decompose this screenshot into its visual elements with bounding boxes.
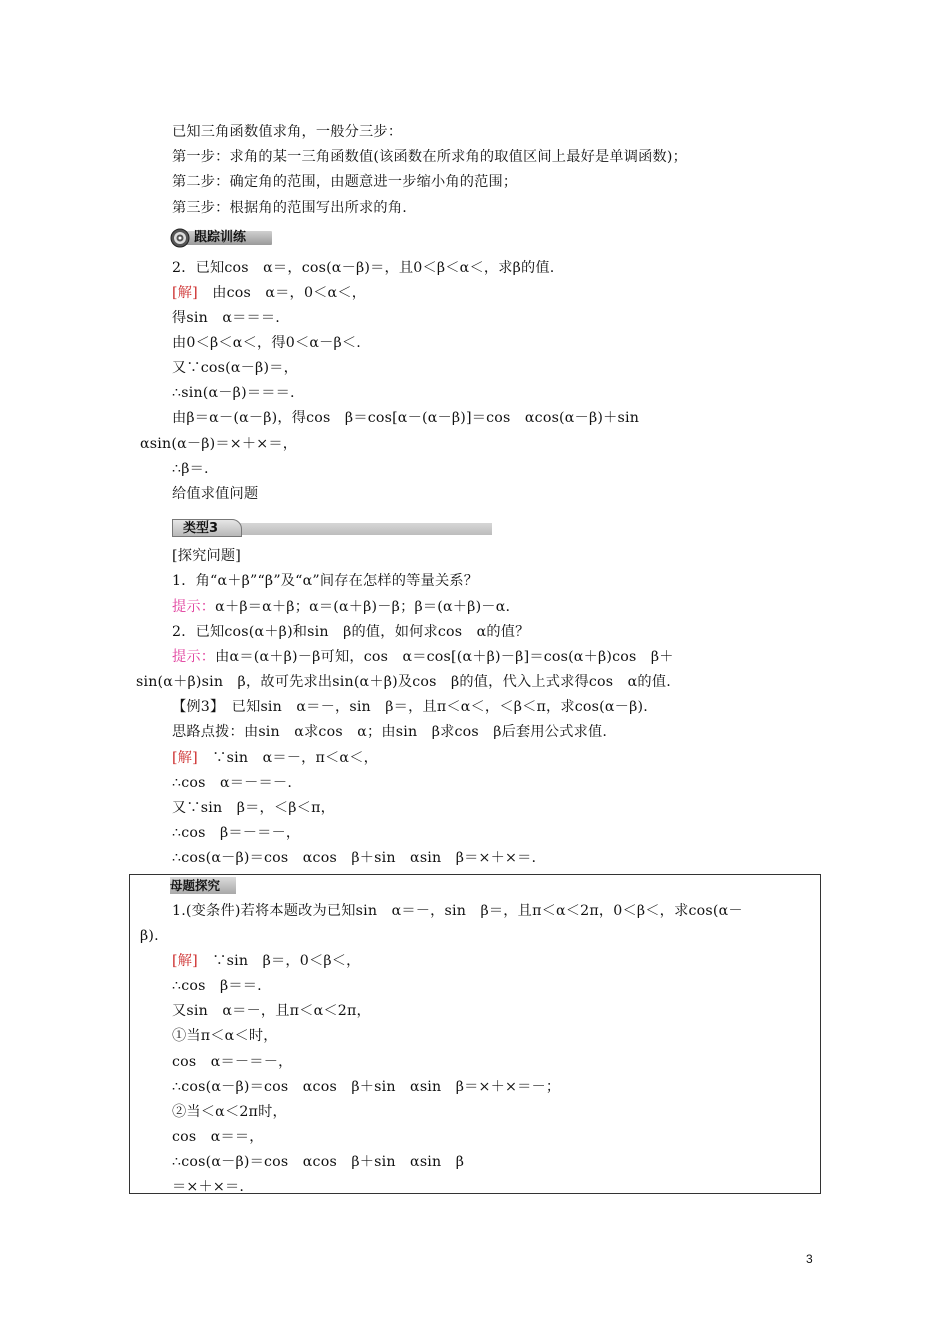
text-line	[172, 647, 674, 667]
text-line: ∴cos β＝－＝－，	[172, 825, 301, 841]
text-line: 【例3】 已知sin α＝－，sin β＝，且π＜α＜，＜β＜π，求cos(α－β).	[172, 699, 648, 715]
text-line: 得sin α＝＝＝.	[172, 310, 280, 326]
text-span: α＋β＝α＋β；α＝(α＋β)－β；β＝(α＋β)－α.	[215, 599, 511, 615]
solution-tag: [解]	[172, 953, 198, 969]
text-line: ∴cos α＝－＝－.	[172, 775, 293, 791]
text-line: cos α＝＝，	[172, 1129, 264, 1145]
text-line: ∴cos β＝＝.	[172, 978, 262, 994]
type-badge	[172, 519, 492, 537]
hint-tag: 提示：	[172, 599, 216, 615]
text-line: 又sin α＝－，且π＜α＜2π，	[172, 1003, 371, 1019]
text-line: 第三步：根据角的范围写出所求的角.	[172, 200, 407, 216]
text-line: β).	[140, 928, 159, 944]
text-line	[172, 597, 510, 617]
text-span: ∵sin α＝－，π＜α＜，	[197, 750, 378, 766]
text-line	[172, 748, 378, 768]
text-line: [探究问题]	[172, 548, 242, 564]
training-badge	[170, 228, 270, 248]
text-line: 由0＜β＜α＜，得0＜α－β＜.	[172, 335, 362, 351]
text-line: ∴cos(α－β)＝cos αcos β＋sin αsin β＝×＋×＝－；	[172, 1079, 561, 1095]
text-line: ＝×＋×＝.	[172, 1179, 245, 1195]
text-line: ∴sin(α－β)＝＝＝.	[172, 385, 295, 401]
target-icon	[170, 228, 190, 248]
badge-bar	[240, 523, 492, 535]
text-line: 1．角“α＋β”“β”及“α”间存在怎样的等量关系？	[172, 573, 479, 589]
text-line: 又∵sin β＝，＜β＜π，	[172, 800, 335, 816]
text-line: 2．已知cos α＝，cos(α－β)＝，且0＜β＜α＜，求β的值.	[172, 260, 555, 276]
page-number: 3	[806, 1252, 813, 1266]
text-line: 已知三角函数值求角，一般分三步：	[172, 124, 403, 140]
text-line: 第一步：求角的某一三角函数值(该函数在所求角的取值区间上最好是单调函数)；	[172, 149, 688, 165]
text-line: ①当π＜α＜时，	[172, 1028, 278, 1044]
mother-problem-badge: 母题探究	[170, 877, 236, 894]
badge-label: 跟踪训练	[194, 230, 247, 245]
text-line: 第二步：确定角的范围，由题意进一步缩小角的范围；	[172, 174, 518, 190]
text-line: sin(α＋β)sin β，故可先求出sin(α＋β)及cos β的值，代入上式求得cos α的值.	[136, 674, 671, 690]
solution-tag: [解]	[172, 750, 198, 766]
text-line: 1.(变条件)若将本题改为已知sin α＝－，sin β＝，且π＜α＜2π，0＜β＜，求cos(α－	[172, 903, 743, 919]
text-line: αsin(α－β)＝×＋×＝，	[140, 436, 298, 452]
section-heading: 给值求值问题	[172, 486, 259, 502]
solution-tag: [解]	[172, 285, 198, 301]
text-line: 又∵cos(α－β)＝，	[172, 360, 298, 376]
type-label: 类型3	[183, 521, 219, 536]
text-span: 由α＝(α＋β)－β可知，cos α＝cos[(α＋β)－β]＝cos(α＋β)cos β＋	[215, 649, 674, 665]
text-line	[172, 951, 361, 971]
text-span: ∵sin β＝，0＜β＜，	[197, 953, 361, 969]
text-line: 2．已知cos(α＋β)和sin β的值，如何求cos α的值？	[172, 624, 530, 640]
text-line: ②当＜α＜2π时，	[172, 1104, 287, 1120]
text-span: 由cos α＝，0＜α＜，	[197, 285, 367, 301]
text-line	[172, 283, 366, 303]
type-tab	[172, 519, 242, 537]
text-line: 思路点拨：由sin α求cos α；由sin β求cos β后套用公式求值.	[172, 724, 608, 740]
text-line: cos α＝－＝－，	[172, 1054, 293, 1070]
text-line: ∴β＝.	[172, 461, 209, 477]
text-line: ∴cos(α－β)＝cos αcos β＋sin αsin β＝×＋×＝.	[172, 850, 537, 866]
text-line: ∴cos(α－β)＝cos αcos β＋sin αsin β	[172, 1154, 465, 1170]
hint-tag: 提示：	[172, 649, 216, 665]
text-line: 由β＝α－(α－β)，得cos β＝cos[α－(α－β)]＝cos αcos(α－β)＋sin	[172, 410, 640, 426]
